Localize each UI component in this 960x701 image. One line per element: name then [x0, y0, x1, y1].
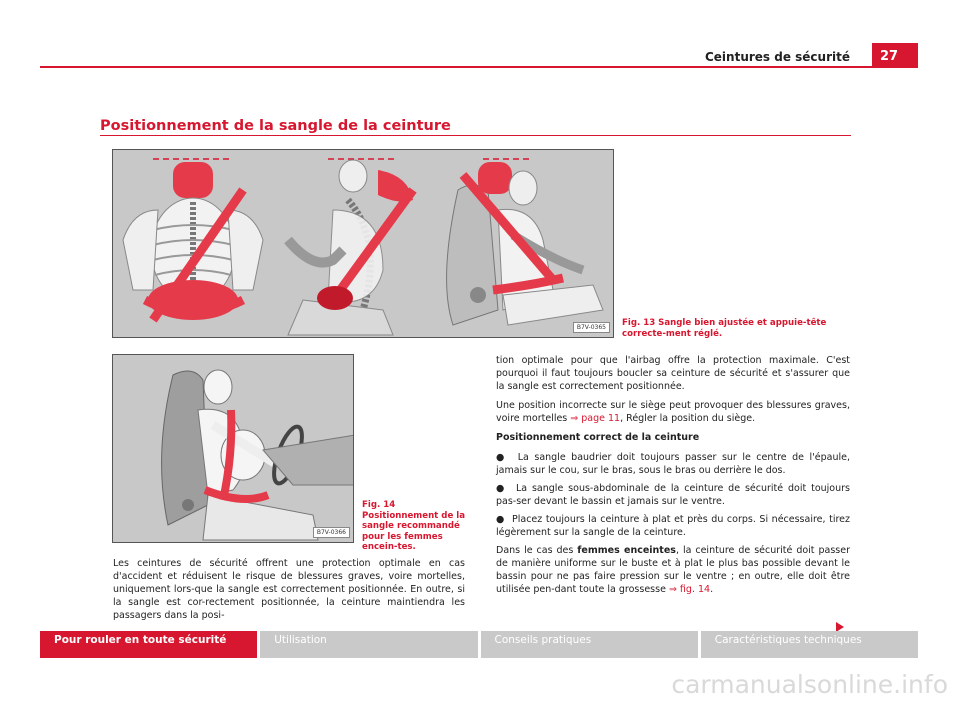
emphasis-pregnant: femmes enceintes — [577, 545, 676, 557]
bullet-item — [496, 451, 850, 477]
running-header-title: Ceintures de sécurité — [704, 50, 850, 64]
figure-reference-link[interactable]: ⇒ fig. 14 — [668, 584, 711, 596]
figure-14-illustration — [113, 355, 354, 543]
bullet-icon: ● — [496, 451, 507, 463]
figure-13-illustration — [113, 150, 614, 338]
figure-13-belt-positioning — [112, 149, 614, 338]
figure-14-caption: Fig. 14 Positionnement de la sangle recommandé pour les femmes encein-tes. — [362, 500, 466, 552]
watermark: carmanualsonline.info — [671, 670, 948, 699]
header-rule — [40, 66, 918, 68]
page-number: 27 — [872, 43, 918, 68]
section-title: Positionnement de la sangle de la ceinture — [100, 118, 451, 134]
subheading-correct-position: Positionnement correct de la ceinture — [496, 432, 700, 444]
paragraph-text: . — [710, 584, 714, 596]
paragraph-intro: Les ceintures de sécurité offrent une protection optimale en cas d'accident et réduisent le risque de blessures graves, voire mortelles, uniquement lors-que la sangle est correctement positionnée. En outre, si la sangle est cor-rectement positionnée, la ceinture maintiendra les passagers dans la posi- — [113, 558, 465, 622]
figure-13-caption: Fig. 13 Sangle bien ajustée et appuie-tête correcte-ment réglé. — [622, 318, 827, 339]
section-rule — [100, 135, 851, 136]
chapter-tabs — [40, 631, 918, 658]
paragraph-text: Dans le cas des — [496, 545, 578, 557]
paragraph-text: , Régler la position du siège. — [620, 413, 756, 425]
paragraph-pregnant — [496, 544, 850, 596]
bullet-text: Placez toujours la ceinture à plat et près du corps. Si nécessaire, tirez légèrement sur la sangle de la ceinture. — [496, 513, 850, 539]
bullet-icon: ● — [496, 513, 505, 525]
tab-conseils-pratiques[interactable]: Conseils pratiques — [481, 631, 698, 658]
figure-14-code: B7V-0366 — [313, 527, 350, 538]
paragraph-incorrect-position — [496, 399, 850, 425]
paragraph-text: Une position incorrecte sur le siège peut provoquer des blessures graves, voire mortelles — [496, 400, 850, 425]
left-column-text — [113, 557, 465, 622]
tab-utilisation[interactable]: Utilisation — [260, 631, 477, 658]
figure-14-pregnant-belt — [112, 354, 354, 543]
right-column-text — [496, 354, 850, 603]
bullet-item — [496, 482, 850, 508]
figure-13-code: B7V-0365 — [573, 322, 610, 333]
paragraph-text: , la ceinture de sécurité doit passer de manière uniforme sur le buste et à plat le plus bas possible devant le bassin pour ne pas faire pression sur le ventre ; en outre, elle doit être utilisée pen-dant toute la grossesse — [496, 545, 850, 596]
bullet-icon: ● — [496, 482, 507, 494]
bullet-text: La sangle sous-abdominale de la ceinture de sécurité doit toujours pas-ser devant le bassin et jamais sur le ventre. — [496, 482, 850, 507]
page-reference-link[interactable]: ⇒ page 11 — [570, 413, 621, 425]
paragraph-continuation: tion optimale pour que l'airbag offre la protection maximale. C'est pourquoi il faut toujours boucler sa ceinture de sécurité et s'assurer que la sangle est correctement positionnée. — [496, 355, 850, 393]
tab-caracteristiques-techniques[interactable]: Caractéristiques techniques — [701, 631, 918, 658]
bullet-item — [496, 513, 850, 539]
tab-pour-rouler[interactable]: Pour rouler en toute sécurité — [40, 631, 257, 658]
bullet-text: La sangle baudrier doit toujours passer sur le centre de l'épaule, jamais sur le cou, sur le bras, sous le bras ou derrière le dos. — [496, 451, 850, 476]
